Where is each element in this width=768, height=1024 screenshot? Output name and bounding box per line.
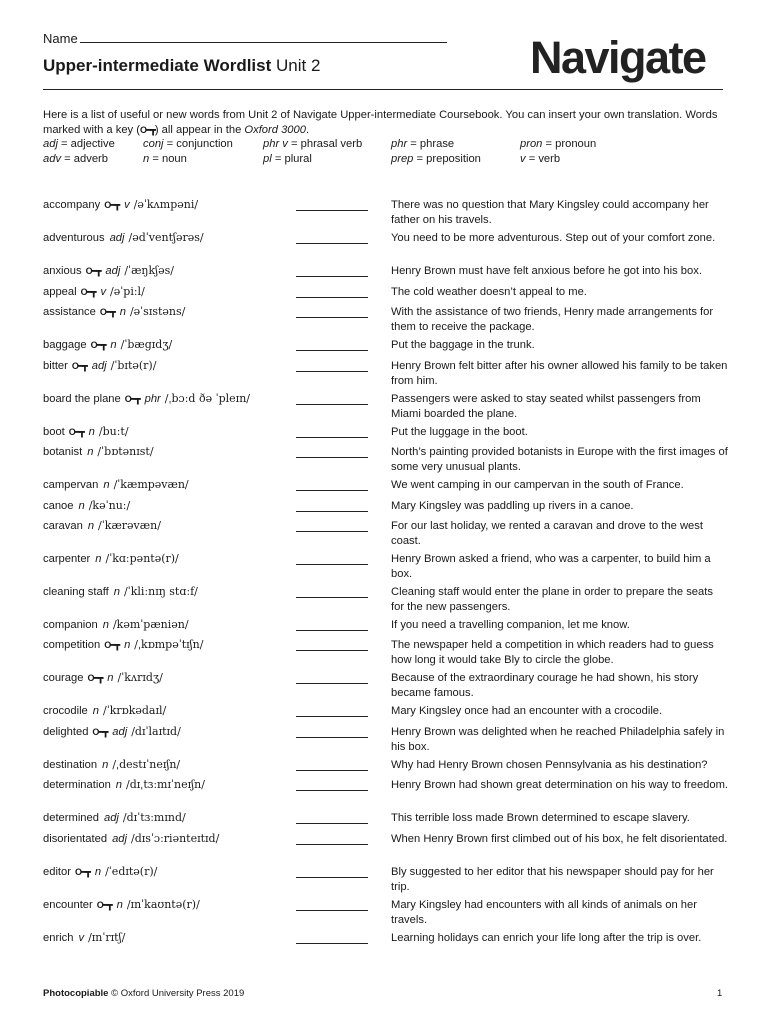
example-sentence: Put the baggage in the trunk. [391,339,535,351]
pronunciation: /dɪˈtɜːmɪnd/ [122,811,186,824]
abbreviation-meaning: = verb [525,152,561,165]
part-of-speech: n [94,866,102,878]
oxford-3000-key-icon: O━┳ [68,427,84,437]
part-of-speech: n [110,339,117,351]
translation-field[interactable] [296,210,368,211]
translation-field[interactable] [296,877,368,878]
entry-headword-group [43,931,125,944]
example-sentence: With the assistance of two friends, Henry made arrangements for them to receive the package. [391,306,714,333]
entry-headword-group [43,285,145,298]
abbreviation-meaning: = conjunction [163,138,233,150]
example-sentence: Passengers were asked to stay seated whilst passengers from Miami boarded the plane. [391,393,701,420]
photocopiable-label: Photocopiable [43,988,109,999]
pronunciation: /kəmˈpæniən/ [112,618,189,631]
intro-text [43,108,728,137]
translation-field[interactable] [296,716,368,717]
headword: enrich [43,932,74,944]
part-of-speech: n [92,705,100,717]
translation-field[interactable] [296,650,368,651]
translation-field[interactable] [296,790,368,791]
entry-headword-group [43,618,189,631]
oxford-3000-key-icon: O━┳ [104,640,120,650]
headword: botanist [43,446,83,458]
intro-part-b: ) all appear in the [154,123,245,136]
translation-field[interactable] [296,371,368,372]
part-of-speech: n [102,759,109,771]
headword: board the plane [43,393,121,405]
oxford-3000-key-icon: O━┳ [85,266,101,276]
abbreviation-code: adj [43,138,58,150]
translation-field[interactable] [296,404,368,405]
entry-headword-group [43,198,198,211]
part-of-speech: adj [105,265,121,277]
page-number: 1 [717,988,723,999]
part-of-speech: v [100,286,107,298]
pronunciation: /dɪˈlaɪtɪd/ [131,725,181,738]
example-sentence: Mary Kingsley was paddling up rivers in a canoe. [391,500,634,512]
example-sentence: For our last holiday, we rented a caravan and drove to the west coast. [391,520,703,547]
abbreviation-item [263,152,312,167]
translation-field[interactable] [296,770,368,771]
entry-headword-group [43,704,166,717]
abbreviation-code: pron [520,138,543,150]
translation-field[interactable] [296,457,368,458]
example-sentence: We went camping in our campervan in the south of France. [391,479,684,491]
translation-field[interactable] [296,737,368,738]
abbreviation-item [520,137,596,152]
headword: determined [43,812,99,824]
abbreviation-code: adv [43,152,62,165]
pronunciation: /ˌkɒmpəˈtɪʃn/ [134,638,204,651]
pronunciation: /ˌdestɪˈneɪʃn/ [112,758,181,771]
part-of-speech: v [124,199,130,211]
headword: baggage [43,339,87,351]
oxford-3000-key-icon: O━┳ [80,287,96,297]
entry-headword-group [43,425,129,438]
headword: campervan [43,479,99,491]
translation-field[interactable] [296,564,368,565]
pronunciation: /ɪnˈkaʊntə(r)/ [126,898,200,911]
headword: editor [43,866,71,878]
headword: carpenter [43,553,91,565]
pronunciation: /ˈkæmpəvæn/ [113,478,189,491]
part-of-speech: phr [144,393,161,405]
title-unit: Unit 2 [271,56,321,75]
part-of-speech: adj [112,833,127,845]
translation-field[interactable] [296,350,368,351]
pronunciation: /ɪnˈrɪtʃ/ [88,931,126,944]
headword: adventurous [43,232,105,244]
entry-headword-group [43,758,180,771]
example-sentence: Bly suggested to her editor that his newspaper should pay for her trip. [391,866,714,893]
entry-headword-group [43,305,185,318]
part-of-speech: adj [109,232,125,244]
entry-headword-group [43,865,157,878]
example-sentence: Henry Brown must have felt anxious before he got into his box. [391,265,702,277]
entry-headword-group [43,552,179,565]
abbreviation-item [520,152,560,167]
example-sentence: Mary Kingsley once had an encounter with a crocodile. [391,705,663,717]
pronunciation: /ˈæŋkʃəs/ [124,264,175,277]
pronunciation: /əˈpiːl/ [110,285,145,298]
example-sentence: Cleaning staff would enter the plane in order to prepare the seats for the new passengers. [391,586,713,613]
abbreviation-meaning: = phrase [407,138,455,150]
pronunciation: /əˈkʌmpəni/ [133,198,199,211]
headword: cleaning staff [43,586,109,598]
example-sentence: Henry Brown asked a friend, who was a carpenter, to build him a box. [391,553,711,580]
pronunciation: /ˈedɪtə(r)/ [105,865,158,878]
part-of-speech: v [78,932,85,944]
abbreviation-code: prep [391,152,414,165]
pronunciation: /ˈbɒtənɪst/ [97,445,154,458]
headword: disorientated [43,833,108,845]
part-of-speech: n [87,446,94,458]
pronunciation: /ˌbɔːd ðə ˈpleɪn/ [164,392,250,405]
part-of-speech: adj [112,726,128,738]
part-of-speech: n [113,586,120,598]
abbreviation-meaning: = phrasal verb [287,138,363,150]
entry-headword-group [43,445,154,458]
example-sentence: Learning holidays can enrich your life long after the trip is over. [391,932,702,944]
abbreviation-item [43,137,115,152]
intro-part-a: Here is a list of useful or new words from Unit 2 of Navigate Upper-intermediate Coursebook. You can insert your own translation. Words marked with a key ( [43,109,718,136]
entry-headword-group [43,392,250,405]
pronunciation: /ˈkʌrɪdʒ/ [117,671,163,684]
oxford-3000-key-icon: O━┳ [87,673,103,683]
example-sentence: Because of the extraordinary courage he had shown, his story became famous. [391,672,699,699]
pronunciation: /ˈbɪtə(r)/ [110,359,157,372]
example-sentence: Henry Brown was delighted when he reached Philadelphia safely in his box. [391,726,725,753]
translation-field[interactable] [296,317,368,318]
headword: bitter [43,360,68,372]
headword: delighted [43,726,89,738]
abbreviation-meaning: = adjective [57,138,115,150]
part-of-speech: n [119,306,126,318]
part-of-speech: n [95,553,102,565]
entry-headword-group [43,778,205,791]
translation-field[interactable] [296,511,368,512]
copyright-text: © Oxford University Press 2019 [108,988,245,999]
abbreviation-code: phr [391,138,408,150]
pronunciation: /dɪˌtɜːmɪˈneɪʃn/ [126,778,205,791]
headword: competition [43,639,101,651]
translation-field[interactable] [296,243,368,244]
part-of-speech: n [107,672,114,684]
pronunciation: /ˈkliːnɪŋ stɑːf/ [123,585,198,598]
headword: crocodile [43,705,88,717]
example-sentence: When Henry Brown first climbed out of his box, he felt disorientated. [391,833,728,845]
entry-headword-group [43,359,156,372]
abbreviation-code: n [143,152,150,165]
translation-field[interactable] [296,823,368,824]
example-sentence: The newspaper held a competition in which readers had to guess how long it would take Bly to circle the globe. [391,639,714,666]
entry-headword-group [43,338,172,351]
pronunciation: /buːt/ [98,425,129,438]
abbreviation-item [143,137,233,152]
headword: boot [43,426,65,438]
part-of-speech: n [88,426,95,438]
part-of-speech: n [115,779,123,791]
example-sentence: North’s painting provided botanists in Europe with the first images of some very unusual plants. [391,446,728,473]
oxford-3000-key-icon: O━┳ [99,307,115,317]
abbreviation-item [43,152,108,167]
abbreviation-meaning: = pronoun [542,138,597,150]
example-sentence: Henry Brown felt bitter after his owner allowed his family to be taken from him. [391,360,728,387]
entry-headword-group [43,832,219,845]
abbreviation-code: phr v [263,138,288,150]
oxford-3000-key-icon: O━┳ [96,900,112,910]
pronunciation: /ˈbægɪdʒ/ [120,338,173,351]
example-sentence: There was no question that Mary Kingsley could accompany her father on his travels. [391,199,709,226]
translation-field[interactable] [296,276,368,277]
headword: encounter [43,899,93,911]
oxford-3000-key-icon: O━┳ [90,340,106,350]
headword: appeal [43,286,77,298]
part-of-speech: n [103,479,110,491]
example-sentence: Why had Henry Brown chosen Pennsylvania as his destination? [391,759,708,771]
example-sentence: This terrible loss made Brown determined to escape slavery. [391,812,690,824]
abbreviation-meaning: = preposition [413,152,481,165]
entry-headword-group [43,231,204,244]
translation-field[interactable] [296,630,368,631]
entry-headword-group [43,671,163,684]
entry-headword-group [43,898,200,911]
pronunciation: /ədˈventʃərəs/ [128,231,204,244]
translation-field[interactable] [296,531,368,532]
pronunciation: /kəˈnuː/ [88,499,131,512]
pronunciation: /əˈsɪstəns/ [129,305,186,318]
headword: canoe [43,500,74,512]
translation-field[interactable] [296,910,368,911]
pronunciation: /dɪsˈɔːriənteɪtɪd/ [131,832,220,845]
oxford-3000-key-icon: O━┳ [71,361,87,371]
page-title [43,56,320,76]
title-main: Upper-intermediate Wordlist [43,56,272,75]
intro-part-c: . [305,123,310,136]
header-rule [43,89,723,90]
abbreviation-item [143,152,187,167]
translation-field[interactable] [296,490,368,491]
example-sentence: Henry Brown had shown great determination on his way to freedom. [391,779,729,791]
oxford-3000-key-icon: O━┳ [75,867,90,877]
name-label: Name [43,31,78,46]
entry-headword-group [43,638,203,651]
pronunciation: /ˈkærəvæn/ [98,519,161,532]
entry-headword-group [43,811,186,824]
oxford-3000-key-icon: O━┳ [104,200,120,210]
abbreviation-meaning: = adverb [61,152,109,165]
name-field[interactable] [80,42,447,43]
entry-headword-group [43,478,189,491]
example-sentence: The cold weather doesn’t appeal to me. [391,286,587,298]
abbreviation-item [263,137,362,152]
key-icon: O━┳ [140,124,155,135]
headword: determination [43,779,111,791]
translation-field[interactable] [296,437,368,438]
part-of-speech: adj [103,812,119,824]
abbreviation-meaning: = noun [149,152,187,165]
example-sentence: Put the luggage in the boot. [391,426,528,438]
entry-headword-group [43,264,174,277]
intro-italic: Oxford 3000 [244,123,306,136]
footer-copyright [43,988,244,999]
headword: assistance [43,306,96,318]
headword: courage [43,672,84,684]
pronunciation: /ˈkɑːpəntə(r)/ [105,552,179,565]
abbreviation-code: pl [263,152,272,165]
headword: destination [43,759,98,771]
pronunciation: /ˈkrɒkədaɪl/ [103,704,167,717]
translation-field[interactable] [296,597,368,598]
entry-headword-group [43,519,161,532]
entry-headword-group [43,725,181,738]
translation-field[interactable] [296,844,368,845]
brand-logo: Navigate [530,32,706,83]
part-of-speech: n [124,639,131,651]
abbreviation-code: v [520,152,526,165]
translation-field[interactable] [296,683,368,684]
example-sentence: If you need a travelling companion, let me know. [391,619,630,631]
entry-headword-group [43,499,130,512]
oxford-3000-key-icon: O━┳ [124,394,140,404]
headword: companion [43,619,98,631]
headword: accompany [43,199,101,211]
headword: anxious [43,265,82,277]
example-sentence: You need to be more adventurous. Step out of your comfort zone. [391,232,716,244]
headword: caravan [43,520,83,532]
part-of-speech: adj [91,360,107,372]
example-sentence: Mary Kingsley had encounters with all kinds of animals on her travels. [391,899,697,926]
translation-field[interactable] [296,943,368,944]
abbreviation-item [391,152,481,167]
oxford-3000-key-icon: O━┳ [92,727,108,737]
part-of-speech: n [102,619,109,631]
abbreviation-meaning: = plural [271,152,312,165]
part-of-speech: n [116,899,123,911]
abbreviation-code: conj [143,138,164,150]
part-of-speech: n [87,520,95,532]
entry-headword-group [43,585,198,598]
abbreviation-item [391,137,454,152]
part-of-speech: n [78,500,85,512]
translation-field[interactable] [296,297,368,298]
